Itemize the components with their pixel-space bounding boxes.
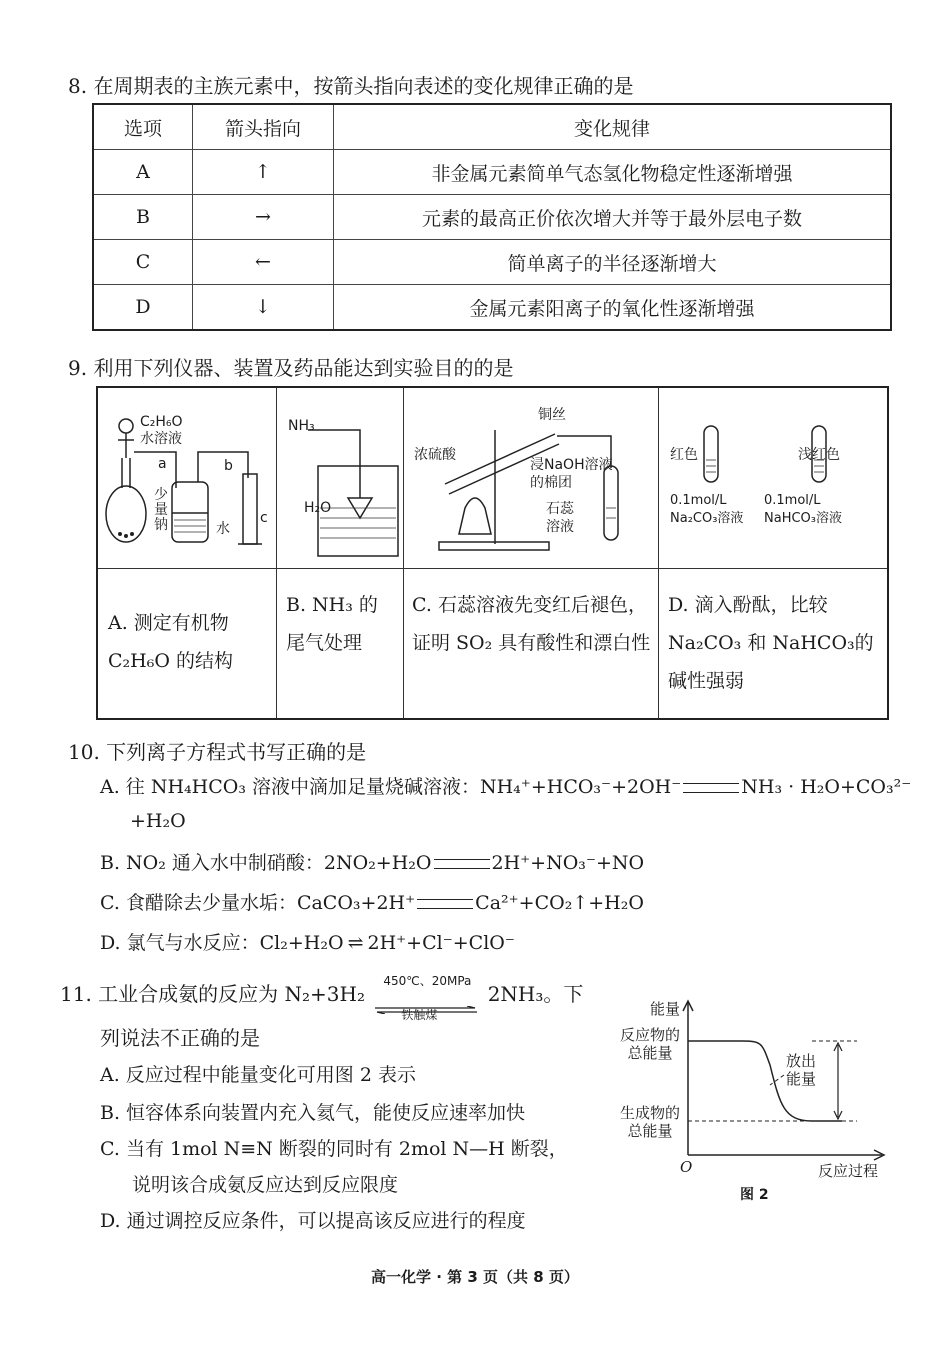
header-option: 选项 [93, 104, 193, 150]
page-footer: 高一化学 · 第 3 页（共 8 页） [371, 1268, 579, 1286]
release-energy-label-2: 能量 [786, 1070, 817, 1088]
q11-title-pre: 11. 工业合成氨的反应为 N₂+3H₂ [60, 982, 365, 1006]
sulfuric-acid-label: 浓硫酸 [414, 447, 456, 463]
q8-title: 8. 在周期表的主族元素中，按箭头指向表述的变化规律正确的是 [68, 74, 634, 98]
q10-b-rhs: 2H⁺+NO₃⁻+NO [491, 852, 645, 874]
table-row [93, 240, 891, 285]
sodium-label: 少量钠 [154, 487, 168, 533]
product-energy-label-2: 总能量 [627, 1122, 673, 1140]
q10-d-lhs: D. 氯气与水反应：Cl₂+H₂O [100, 932, 344, 954]
q11-title [60, 973, 584, 1022]
caption-b: B. NH₃ 的尾气处理 [286, 594, 378, 654]
row-rule: 简单离子的半径逐渐增大 [334, 240, 892, 285]
table-row [93, 195, 891, 240]
cotton-label: 浸NaOH溶液的棉团 [530, 457, 613, 491]
q10-option-c [100, 888, 644, 915]
red-label: 红色 [670, 447, 698, 463]
row-option: D [93, 285, 193, 331]
header-arrow: 箭头指向 [193, 104, 334, 150]
reactant-energy-label: 反应物的 [620, 1026, 681, 1044]
apparatus-a-diagram [98, 388, 276, 568]
copper-wire-label: 铜丝 [538, 407, 566, 423]
row-option: B [93, 195, 193, 240]
caption-a: A. 测定有机物C₂H₆O 的结构 [108, 612, 233, 672]
row-option: C [93, 240, 193, 285]
q10-option-a-cont: +H₂O [130, 810, 186, 832]
table-row [93, 285, 891, 331]
q10-d-rhs: 2H⁺+Cl⁻+ClO⁻ [367, 932, 515, 954]
equilibrium-arrow-icon: ⇌ [347, 932, 364, 954]
litmus-label: 石蕊溶液 [546, 501, 574, 535]
row-rule: 非金属元素简单气态氢化物稳定性逐渐增强 [334, 150, 892, 195]
light-red-label: 浅红色 [798, 447, 840, 463]
q11-option-c: C. 当有 1mol N≡N 断裂的同时有 2mol N—H 断裂， [100, 1138, 568, 1160]
origin-label: O [680, 1158, 693, 1176]
row-arrow: ↑ [193, 150, 334, 195]
label-a: a [158, 456, 167, 472]
q10-b-lhs: B. NO₂ 通入水中制硝酸：2NO₂+H₂O [100, 852, 432, 874]
q10-title: 10. 下列离子方程式书写正确的是 [68, 740, 367, 764]
row-rule: 元素的最高正价依次增大并等于最外层电子数 [334, 195, 892, 240]
condition-top: 450℃、20MPa [383, 973, 472, 988]
q11-option-b: B. 恒容体系向装置内充入氦气，能使反应速率加快 [100, 1102, 526, 1124]
label-c: c [260, 510, 268, 526]
q10-option-d [100, 928, 515, 955]
y-axis-label: 能量 [650, 1000, 681, 1018]
reactant-energy-label-2: 总能量 [627, 1044, 673, 1062]
water-label: 水 [216, 521, 230, 537]
h2o-label: H₂O [304, 500, 332, 516]
x-axis-label: 反应过程 [818, 1162, 879, 1180]
apparatus-d-diagram [660, 388, 886, 568]
q10-c-lhs: C. 食醋除去少量水垢：CaCO₃+2H⁺ [100, 892, 416, 914]
release-energy-label: 放出 [786, 1052, 817, 1070]
row-arrow: ← [193, 240, 334, 285]
q11-option-d: D. 通过调控反应条件，可以提高该反应进行的程度 [100, 1210, 526, 1232]
q11-option-a: A. 反应过程中能量变化可用图 2 表示 [100, 1064, 416, 1086]
q9-figure-table [96, 386, 889, 720]
q10-option-a [100, 772, 911, 799]
q11-title-post: 2NH₃。下 [487, 982, 584, 1006]
reagent-label: C₂H₆O [140, 414, 183, 430]
caption-c: C. 石蕊溶液先变红后褪色，证明 SO₂ 具有酸性和漂白性 [412, 594, 651, 654]
reagent-label-2: 水溶液 [140, 431, 182, 447]
caption-d: D. 滴入酚酞，比较Na₂CO₃ 和 NaHCO₃的碱性强弱 [668, 594, 874, 692]
row-arrow: ↓ [193, 285, 334, 331]
row-arrow: → [193, 195, 334, 240]
q9-title: 9. 利用下列仪器、装置及药品能达到实验目的的是 [68, 356, 514, 380]
nahco3-solution-label: 0.1mol/L NaHCO₃溶液 [764, 493, 842, 526]
q10-a-rhs: NH₃ · H₂O+CO₃²⁻ [741, 776, 912, 798]
product-energy-label: 生成物的 [620, 1104, 681, 1122]
energy-curve [688, 1041, 842, 1121]
header-rule: 变化规律 [334, 104, 892, 150]
q10-option-b [100, 848, 644, 875]
q10-c-rhs: Ca²⁺+CO₂↑+H₂O [475, 892, 644, 914]
q11-title-line2: 列说法不正确的是 [100, 1026, 260, 1050]
row-option: A [93, 150, 193, 195]
na2co3-solution-label: 0.1mol/L Na₂CO₃溶液 [670, 493, 744, 526]
q11-option-c-cont: 说明该合成氨反应达到反应限度 [132, 1174, 399, 1196]
table-header-row [93, 104, 891, 150]
table-row [93, 150, 891, 195]
q8-table [92, 103, 892, 331]
label-b: b [224, 458, 233, 474]
condition-bottom: 铁触煤 [401, 1007, 438, 1022]
row-rule: 金属元素阳离子的氧化性逐渐增强 [334, 285, 892, 331]
apparatus-b-diagram [278, 388, 402, 568]
nh3-label: NH₃ [288, 418, 315, 434]
figure-caption: 图 2 [740, 1187, 769, 1203]
q10-a-lhs: A. 往 NH₄HCO₃ 溶液中滴加足量烧碱溶液：NH₄⁺+HCO₃⁻+2OH⁻ [100, 776, 682, 798]
